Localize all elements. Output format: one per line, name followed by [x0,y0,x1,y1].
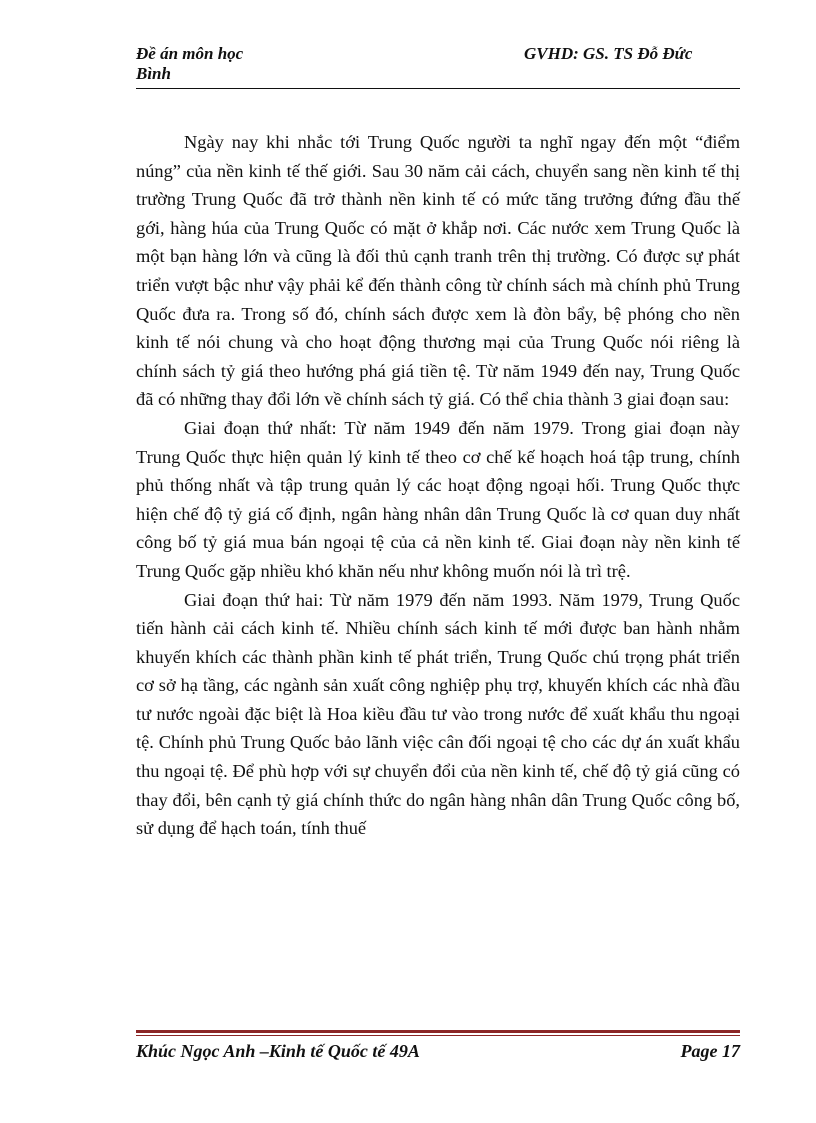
advisor-label: GVHD: GS. TS Đỗ Đức [524,44,693,63]
page-footer [136,1040,740,1064]
document-body [136,128,740,843]
header-left-line-2: Bình [136,64,171,83]
paragraph: Giai đoạn thứ nhất: Từ năm 1949 đến năm 1979. Trong giai đoạn này Trung Quốc thực hiện quản lý kinh tế theo cơ chế kế hoạch hoá tập trung, chính phủ thống nhất và tập trung quản lý các hoạt động ngoại hối. Trung Quốc thực hiện chế độ tỷ giá cố định, ngân hàng nhân dân Trung Quốc là cơ quan duy nhất công bố tỷ giá mua bán ngoại tệ của cả nền kinh tế. Giai đoạn này nền kinh tế Trung Quốc gặp nhiều khó khăn nếu như không muốn nói là trì trệ. [136,417,740,581]
author-label: Khúc Ngọc Anh –Kinh tế Quốc tế 49A [136,1041,420,1061]
footer-divider-thick [136,1030,740,1033]
header-left-line-1: Đề án môn học [136,44,244,63]
paragraph: Giai đoạn thứ hai: Từ năm 1979 đến năm 1993. Năm 1979, Trung Quốc tiến hành cải cách kinh tế. Nhiều chính sách kinh tế mới được ban hành nhằm khuyến khích các thành phần kinh tế phát triển, Trung Quốc chú trọng phát triển cơ sở hạ tầng, các ngành sản xuất công nghiệp phụ trợ, khuyến khích các nhà đầu tư nước ngoài đặc biệt là Hoa kiều đầu tư vào trong nước để xuất khẩu thu ngoại tệ. Chính phủ Trung Quốc bảo lãnh việc cân đối ngoại tệ cho các dự án xuất khẩu thu ngoại tệ. Để phù hợp với sự chuyển đổi của nền kinh tế, chế độ tỷ giá cũng có thay đổi, bên cạnh tỷ giá chính thức do ngân hàng nhân dân Trung Quốc công bố, sử dụng để hạch toán, tính thuế [136,589,740,839]
page-number: Page 17 [680,1041,740,1061]
paragraph: Ngày nay khi nhắc tới Trung Quốc người ta nghĩ ngay đến một “điểm núng” của nền kinh tế thế giới. Sau 30 năm cải cách, chuyển sang nền kinh tế thị trường Trung Quốc đã trở thành nền kinh tế có mức tăng trưởng đứng đầu thế gới, hàng húa của Trung Quốc có mặt ở khắp nơi. Các nước xem Trung Quốc là một bạn hàng lớn và cũng là đối thủ cạnh tranh trên thị trường. Có được sự phát triển vượt bậc như vậy phải kể đến thành công từ chính sách mà chính phủ Trung Quốc đưa ra. Trong số đó, chính sách được xem là đòn bẩy, bệ phóng cho nền kinh tế nói chung và cho hoạt động thương mại của Trung Quốc nói riêng là chính sách tỷ giá theo hướng phá giá tiền tệ. Từ năm 1949 đến nay, Trung Quốc đã có những thay đổi lớn về chính sách tỷ giá. Có thể chia thành 3 giai đoạn sau: [136,132,740,410]
course-label [136,44,296,84]
footer-divider-thin [136,1035,740,1036]
header-divider [136,88,740,89]
page-header [136,44,740,90]
